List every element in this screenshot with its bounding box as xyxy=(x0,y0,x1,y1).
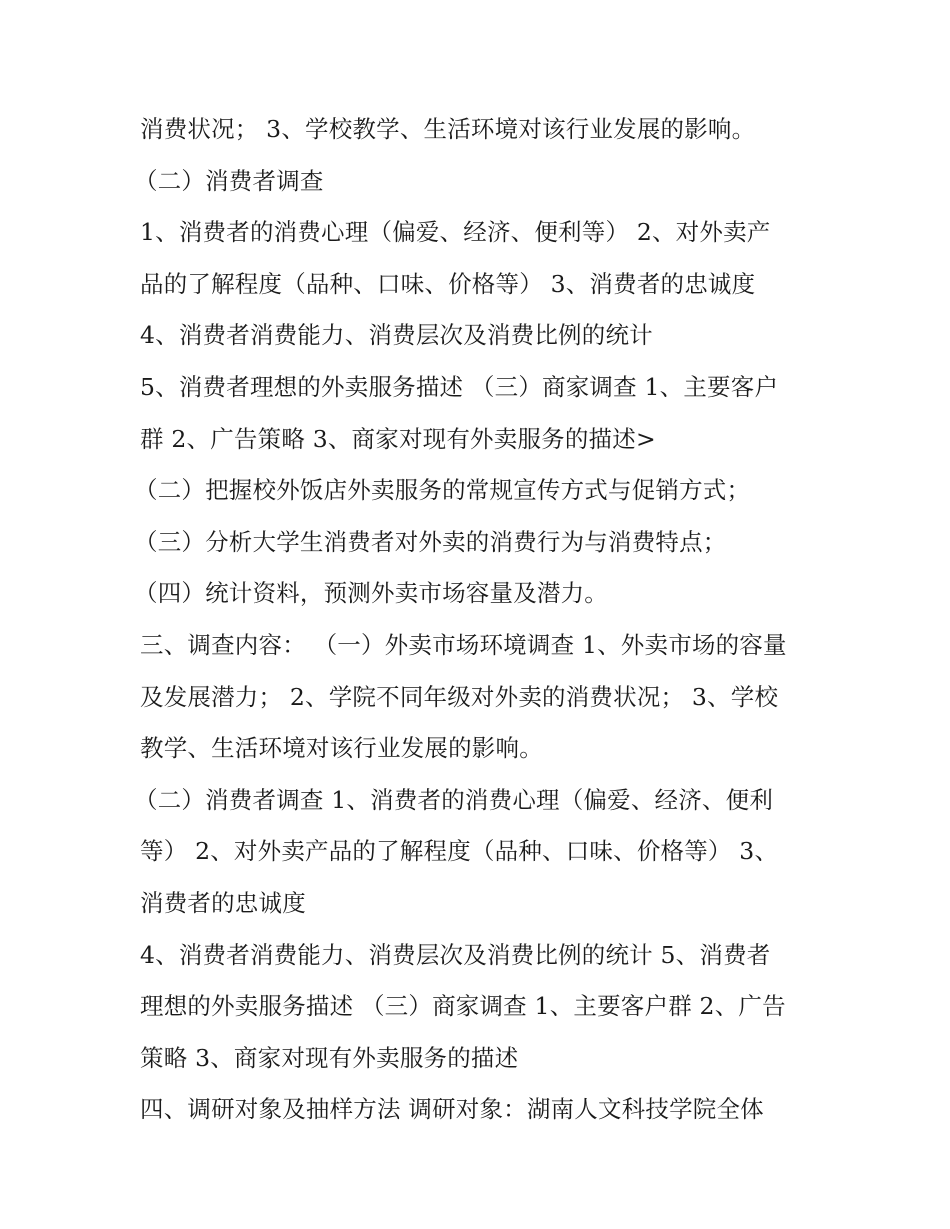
document-body xyxy=(134,104,830,1136)
text-line: （二）把握校外饭店外卖服务的常规宣传方式与促销方式； xyxy=(134,476,751,505)
text-line: 四、调研对象及抽样方法 调研对象：湖南人文科技学院全体 xyxy=(140,1095,764,1124)
text-line: 品的了解程度（品种、口味、价格等） 3、消费者的忠诚度 xyxy=(140,269,756,298)
text-line: 理想的外卖服务描述 （三）商家调查 1、主要客户群 2、广告 xyxy=(140,992,786,1021)
text-line: 4、消费者消费能力、消费层次及消费比例的统计 xyxy=(140,321,653,350)
text-line: （二）消费者调查 xyxy=(134,166,324,195)
text-line: 三、调查内容： （一）外卖市场环境调查 1、外卖市场的容量 xyxy=(140,630,787,659)
text-line: 策略 3、商家对现有外卖服务的描述 xyxy=(140,1043,519,1072)
text-line: 5、消费者理想的外卖服务描述 （三）商家调查 1、主要客户 xyxy=(140,372,779,401)
text-line: （四）统计资料，预测外卖市场容量及潜力。 xyxy=(134,579,608,608)
text-line: 及发展潜力； 2、学院不同年级对外卖的消费状况； 3、学校 xyxy=(140,682,779,711)
text-line: 消费者的忠诚度 xyxy=(140,888,306,917)
text-line: （二）消费者调查 1、消费者的消费心理（偏爱、经济、便利 xyxy=(134,785,774,814)
text-line: 群 2、广告策略 3、商家对现有外卖服务的描述> xyxy=(140,424,656,453)
text-line: 1、消费者的消费心理（偏爱、经济、便利等） 2、对外卖产 xyxy=(140,218,771,247)
text-line: 4、消费者消费能力、消费层次及消费比例的统计 5、消费者 xyxy=(140,940,771,969)
text-line: （三）分析大学生消费者对外卖的消费行为与消费特点； xyxy=(134,527,727,556)
text-line: 教学、生活环境对该行业发展的影响。 xyxy=(140,734,543,763)
text-line: 等） 2、对外卖产品的了解程度（品种、口味、价格等） 3、 xyxy=(140,837,779,866)
text-line: 消费状况； 3、学校教学、生活环境对该行业发展的影响。 xyxy=(140,115,756,143)
